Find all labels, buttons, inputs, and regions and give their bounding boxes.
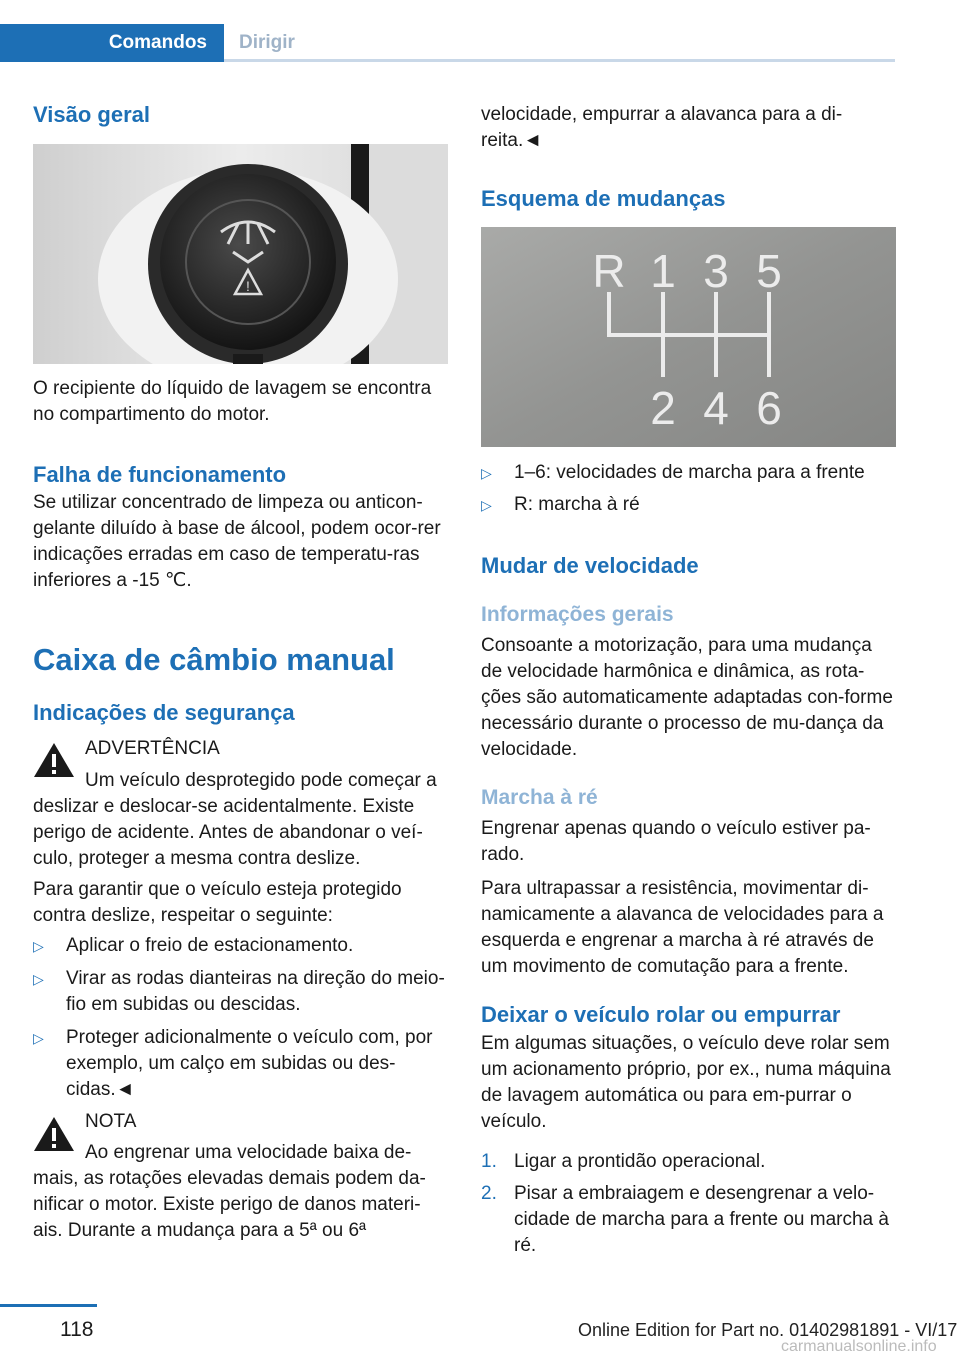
re-text-1: Engrenar apenas quando o veículo estiver pa-rado. (481, 818, 871, 865)
washer-reservoir-image (33, 144, 448, 364)
section-title-visao-geral: Visão geral (33, 102, 150, 127)
section-title-esquema: Esquema de mudanças (481, 186, 726, 211)
triangle-bullet-icon: ▷ (481, 465, 492, 481)
gear-label-2: 2 (650, 382, 676, 434)
tab-underline (224, 59, 895, 62)
chapter-title: Caixa de câmbio manual (33, 642, 395, 677)
footer-rule (0, 1304, 97, 1307)
warning-text: Um veículo desprotegido pode começar a deslizar e deslocar-se acidentalmente. Existe perigo de acidente. Antes de abandonar o veí-culo, proteger a mesma contra deslize. (33, 770, 437, 869)
warning-label: ADVERTÊNCIA (85, 738, 220, 759)
watermark: carmanualsonline.info (781, 1338, 937, 1355)
subsection-title-re: Marcha à ré (481, 786, 598, 809)
chapter-tabs (0, 24, 895, 62)
re-text-2: Para ultrapassar a resistência, movimentar di-namicamente a alavanca de velocidades para a esquerda e engrenar a marcha à ré através de um movimento de comutação para a frente. (481, 878, 884, 977)
section-title-falha: Falha de funcionamento (33, 462, 287, 487)
tab-dirigir[interactable]: Dirigir (239, 32, 295, 53)
page-number: 118 (60, 1318, 94, 1341)
edition-text: Online Edition for Part no. 01402981891 - VI/17 (578, 1320, 958, 1340)
info-text: Consoante a motorização, para uma mudança de velocidade harmônica e dinâmica, as rota-ções são automaticamente adaptadas con-forme necessário durante o processo de mu-dança da velocidade. (481, 635, 893, 760)
svg-text:!: ! (246, 278, 250, 294)
gear-label-1: 1 (650, 245, 676, 297)
section-title-mudar: Mudar de velocidade (481, 553, 699, 578)
section-title-seguranca: Indicações de segurança (33, 700, 295, 725)
gear-label-3: 3 (703, 245, 729, 297)
triangle-bullet-icon: ▷ (481, 497, 492, 513)
gear-label-r: R (592, 245, 626, 297)
nota-label: NOTA (85, 1111, 137, 1132)
gear-shift-diagram (481, 227, 896, 447)
rolar-text: Em algumas situações, o veículo deve rolar sem um acionamento próprio, por ex., numa máquina de lavagem automática ou para em-purrar o veículo. (481, 1033, 891, 1132)
continued-text: velocidade, empurrar a alavanca para a di-reita.◄ (481, 104, 843, 151)
section-title-rolar: Deixar o veículo rolar ou empurrar (481, 1002, 841, 1027)
visao-geral-text: O recipiente do líquido de lavagem se encontra no compartimento do motor. (33, 378, 432, 425)
gear-label-4: 4 (703, 382, 729, 434)
gear-label-6: 6 (756, 382, 782, 434)
triangle-bullet-icon: ▷ (33, 1030, 44, 1046)
subsection-title-info: Informações gerais (481, 603, 674, 626)
gear-label-5: 5 (756, 245, 782, 297)
nota-text: Ao engrenar uma velocidade baixa de-mais, as rotações elevadas demais podem da-nificar o motor. Existe perigo de danos materi-ais. Durante a mudança para a 5ª ou 6ª (33, 1142, 426, 1241)
garantir-text: Para garantir que o veículo esteja protegido contra deslize, respeitar o seguinte: (33, 879, 402, 926)
triangle-bullet-icon: ▷ (33, 971, 44, 987)
triangle-bullet-icon: ▷ (33, 938, 44, 954)
falha-text: Se utilizar concentrado de limpeza ou anticon-gelante diluído à base de álcool, podem ocor-rer indicações erradas em caso de temperatu-ras inferiores a -15 ℃. (33, 492, 441, 591)
tab-comandos[interactable]: Comandos (0, 24, 224, 62)
